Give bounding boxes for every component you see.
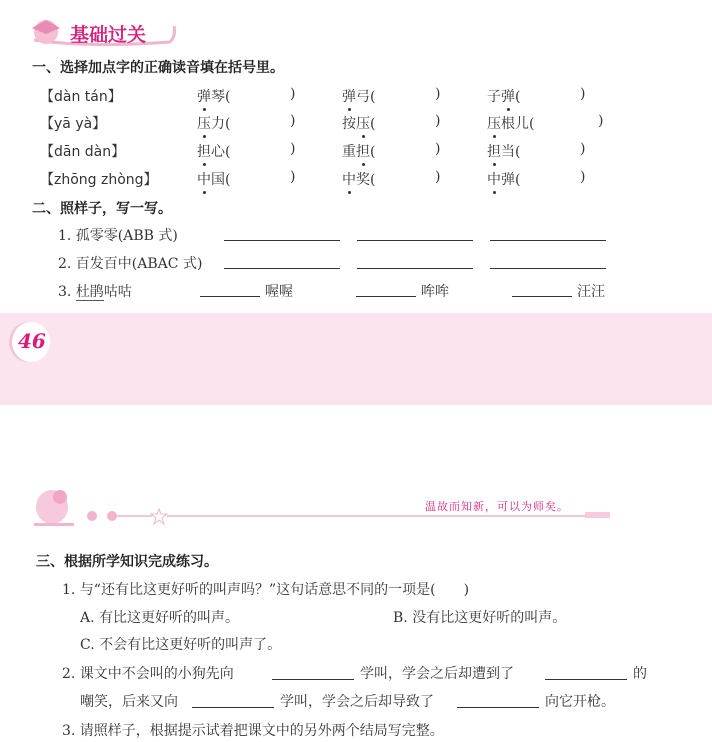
example-word: 杜鹃	[75, 284, 104, 300]
paren-open: (	[225, 172, 231, 188]
item-number: 3.	[58, 284, 76, 300]
word-item	[197, 169, 230, 189]
paren-open: (	[225, 144, 231, 160]
answer-blank[interactable]	[457, 707, 539, 708]
sound-word: 汪汪	[577, 284, 605, 300]
answer-paren-close[interactable]: )	[290, 113, 296, 129]
dotted-character: 中	[342, 169, 356, 189]
answer-paren-close[interactable]: )	[290, 86, 296, 102]
word-suffix: 弓	[356, 89, 370, 105]
question-2-text: 学叫，学会之后却遭到了	[360, 666, 514, 682]
section2-item3	[58, 281, 132, 301]
word-item	[342, 86, 375, 106]
dotted-character: 压	[487, 113, 501, 133]
word-item	[487, 141, 520, 161]
word-suffix: 奖	[356, 172, 370, 188]
dotted-character: 弹	[501, 86, 515, 106]
word-item	[342, 141, 375, 161]
dotted-character: 中	[487, 169, 501, 189]
word-item	[197, 86, 230, 106]
paren-open: (	[515, 89, 521, 105]
answer-paren-close[interactable]: )	[435, 113, 441, 129]
word-suffix: 根儿	[501, 116, 529, 132]
answer-paren-close[interactable]: )	[598, 113, 604, 129]
paren-open: (	[370, 172, 376, 188]
paren-open: (	[515, 172, 521, 188]
paren-open: (	[370, 116, 376, 132]
paren-open: (	[225, 116, 231, 132]
word-item	[487, 169, 520, 189]
answer-blank[interactable]	[545, 679, 627, 680]
page-footer-band	[0, 313, 712, 405]
sound-word: 哞哞	[421, 284, 449, 300]
star-icon	[151, 509, 167, 524]
section-header-title: 基础过关	[70, 24, 147, 46]
word-suffix: 国	[211, 172, 225, 188]
paren-open: (	[529, 116, 535, 132]
section3-heading: 三、根据所学知识完成练习。	[36, 554, 218, 570]
paren-open: (	[225, 89, 231, 105]
answer-blank[interactable]	[224, 240, 340, 241]
word-suffix: 弹	[501, 172, 515, 188]
word-prefix: 按	[342, 116, 356, 132]
question-3: 3. 请照样子，根据提示试着把课文中的另外两个结局写完整。	[62, 723, 444, 739]
answer-blank[interactable]	[272, 679, 354, 680]
word-prefix: 子	[487, 89, 501, 105]
word-suffix: 琴	[211, 89, 225, 105]
example-sound: 咕咕	[103, 284, 132, 300]
option-b[interactable]: B. 没有比这更好听的叫声。	[393, 610, 567, 626]
word-suffix: 当	[501, 144, 515, 160]
question-2-text: 学叫，学会之后却导致了	[280, 694, 434, 710]
paren-open: (	[370, 144, 376, 160]
answer-blank[interactable]	[512, 296, 572, 297]
dotted-character: 压	[356, 113, 370, 133]
question-2-text: 向它开枪。	[545, 694, 615, 710]
question-1: 1. 与“还有比这更好听的叫声吗？”这句话意思不同的一项是( )	[62, 582, 470, 598]
page-number: 46	[18, 329, 46, 353]
dotted-character: 担	[356, 141, 370, 161]
question-2-line1: 2. 课文中不会叫的小狗先向	[62, 666, 234, 682]
pinyin-options: 【dàn tán】	[40, 89, 122, 105]
answer-paren-close[interactable]: )	[435, 169, 441, 185]
paren-open: (	[515, 144, 521, 160]
motto-text: 温故而知新，可以为师矣。	[425, 500, 569, 513]
pinyin-options: 【dān dàn】	[40, 144, 126, 160]
answer-blank[interactable]	[200, 296, 260, 297]
word-item	[342, 169, 375, 189]
answer-blank[interactable]	[224, 268, 340, 269]
answer-blank[interactable]	[357, 268, 473, 269]
word-prefix: 重	[342, 144, 356, 160]
answer-blank[interactable]	[490, 268, 606, 269]
section2-item2: 2. 百发百中(ABAC 式)	[58, 256, 203, 272]
option-c[interactable]: C. 不会有比这更好听的叫声了。	[80, 637, 282, 653]
pinyin-options: 【zhōng zhòng】	[40, 172, 158, 188]
answer-blank[interactable]	[490, 240, 606, 241]
answer-paren-close[interactable]: )	[580, 86, 586, 102]
word-suffix: 心	[211, 144, 225, 160]
sound-word: 喔喔	[265, 284, 293, 300]
dotted-character: 弹	[342, 86, 356, 106]
word-item	[342, 113, 375, 133]
word-item	[487, 86, 520, 106]
question-2-line2: 嘲笑，后来又向	[80, 694, 178, 710]
word-suffix: 力	[211, 116, 225, 132]
word-item	[197, 113, 230, 133]
answer-blank[interactable]	[356, 296, 416, 297]
dotted-character: 中	[197, 169, 211, 189]
section1-heading: 一、选择加点字的正确读音填在括号里。	[32, 60, 284, 76]
word-item	[487, 113, 534, 133]
answer-blank[interactable]	[357, 240, 473, 241]
paren-open: (	[370, 89, 376, 105]
section2-heading: 二、照样子，写一写。	[32, 201, 172, 217]
question-2-text: 的	[633, 666, 647, 682]
answer-paren-close[interactable]: )	[290, 169, 296, 185]
answer-paren-close[interactable]: )	[435, 141, 441, 157]
answer-blank[interactable]	[192, 707, 274, 708]
option-a[interactable]: A. 有比这更好听的叫声。	[80, 610, 240, 626]
word-item	[197, 141, 230, 161]
pinyin-options: 【yā yà】	[40, 116, 107, 132]
section2-item1: 1. 孤零零(ABB 式)	[58, 228, 178, 244]
answer-paren-close[interactable]: )	[435, 86, 441, 102]
dotted-character: 担	[487, 141, 501, 161]
dotted-character: 担	[197, 141, 211, 161]
answer-paren-close[interactable]: )	[290, 141, 296, 157]
dotted-character: 压	[197, 113, 211, 133]
answer-paren-close[interactable]: )	[580, 141, 586, 157]
dotted-character: 弹	[197, 86, 211, 106]
answer-paren-close[interactable]: )	[580, 169, 586, 185]
